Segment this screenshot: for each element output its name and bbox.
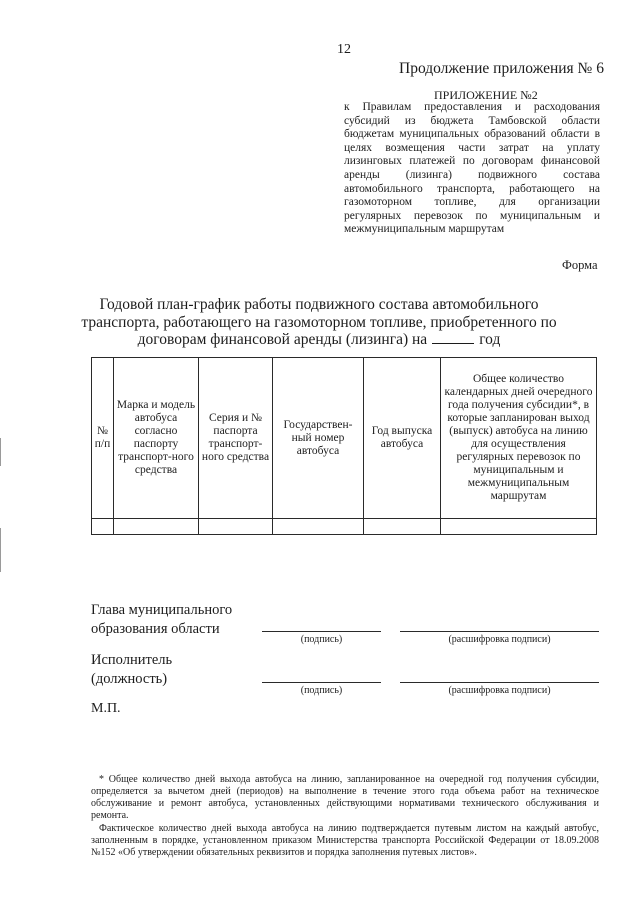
year-blank [432, 331, 474, 344]
head-label [91, 601, 232, 639]
appendix-description: к Правилам предоставления и расходования субсидий из бюджета Тамбовской области бюджетам муниципальных образований области в целях возмещения части затрат на уплату лизинговых платежей по договорам финансовой аренды (лизинга) подвижного состава автомобильного транспорта, работающего на газомоторном топливе, для организации регулярных перевозок по муниципальным и межмуниципальным маршрутам [344, 101, 600, 236]
header-year: Год выпуска автобуса [364, 358, 441, 519]
cell-year[interactable] [364, 519, 441, 535]
header-passport-series: Серия и № паспорта транспорт-ного средства [199, 358, 273, 519]
plan-table [91, 357, 597, 535]
executor-signature-line[interactable] [262, 682, 381, 683]
executor-label [91, 651, 172, 689]
head-label-line1: Глава муниципального [91, 602, 233, 618]
head-decoding-caption: (расшифровка подписи) [448, 634, 551, 645]
cell-bus-model[interactable] [114, 519, 199, 535]
footnote-days-definition: * Общее количество дней выхода автобуса на линию, запланированное на очередной год получения субсидии, определяется за вычетом дней (периодов) на выполнение в течение этого года объема работ на техническое обслуживание и ремонт автобуса, установленных действующими нормативами технического обслуживания и ремонта. [91, 774, 599, 821]
executor-signature-caption: (подпись) [300, 685, 343, 696]
cell-state-number[interactable] [273, 519, 364, 535]
executor-decoding-line[interactable] [400, 682, 599, 683]
table-header-row [92, 358, 597, 519]
form-label: Форма [562, 258, 598, 272]
head-signature-caption: (подпись) [300, 634, 343, 645]
title-text: Годовой план-график работы подвижного состава автомобильного транспорта, работающего на газомоторном топливе, приобретенного по договорам финансовой аренды (лизинга) на [81, 296, 557, 348]
header-bus-model: Марка и модель автобуса согласно паспорту транспорт-ного средства [114, 358, 199, 519]
cell-days-count[interactable] [441, 519, 597, 535]
scan-edge-mark-lower [0, 528, 1, 572]
cell-passport-series[interactable] [199, 519, 273, 535]
appendix-label: ПРИЛОЖЕНИЕ №2 [434, 88, 538, 102]
executor-decoding-caption: (расшифровка подписи) [448, 685, 551, 696]
appendix-continuation: Продолжение приложения № 6 [399, 60, 604, 77]
head-label-line2: образования области [91, 621, 220, 637]
page-number: 12 [337, 42, 351, 57]
executor-label-line1: Исполнитель [91, 652, 173, 668]
header-state-number: Государствен-ный номер автобуса [273, 358, 364, 519]
stamp-placeholder: М.П. [91, 701, 121, 716]
table-row [92, 519, 597, 535]
head-signature-line[interactable] [262, 631, 381, 632]
document-title [80, 296, 558, 349]
title-suffix: год [479, 331, 501, 348]
header-number: № п/п [92, 358, 114, 519]
header-days-count: Общее количество календарных дней очередного года получения субсидии*, в которые запланирован выход (выпуск) автобуса на линию для осуществления регулярных перевозок по муниципальным и межмуниципальным маршрутам [441, 358, 597, 519]
scan-edge-mark [0, 438, 1, 466]
footnote-waybill: Фактическое количество дней выхода автобуса на линию подтверждается путевым листом на каждый автобус, заполненным в порядке, установленном приказом Министерства транспорта Российской Федерации от 18.09.2008 №152 «Об утверждении обязательных реквизитов и порядка заполнения путевых листов». [91, 823, 599, 858]
head-decoding-line[interactable] [400, 631, 599, 632]
executor-label-line2: (должность) [91, 671, 168, 687]
cell-number[interactable] [92, 519, 114, 535]
